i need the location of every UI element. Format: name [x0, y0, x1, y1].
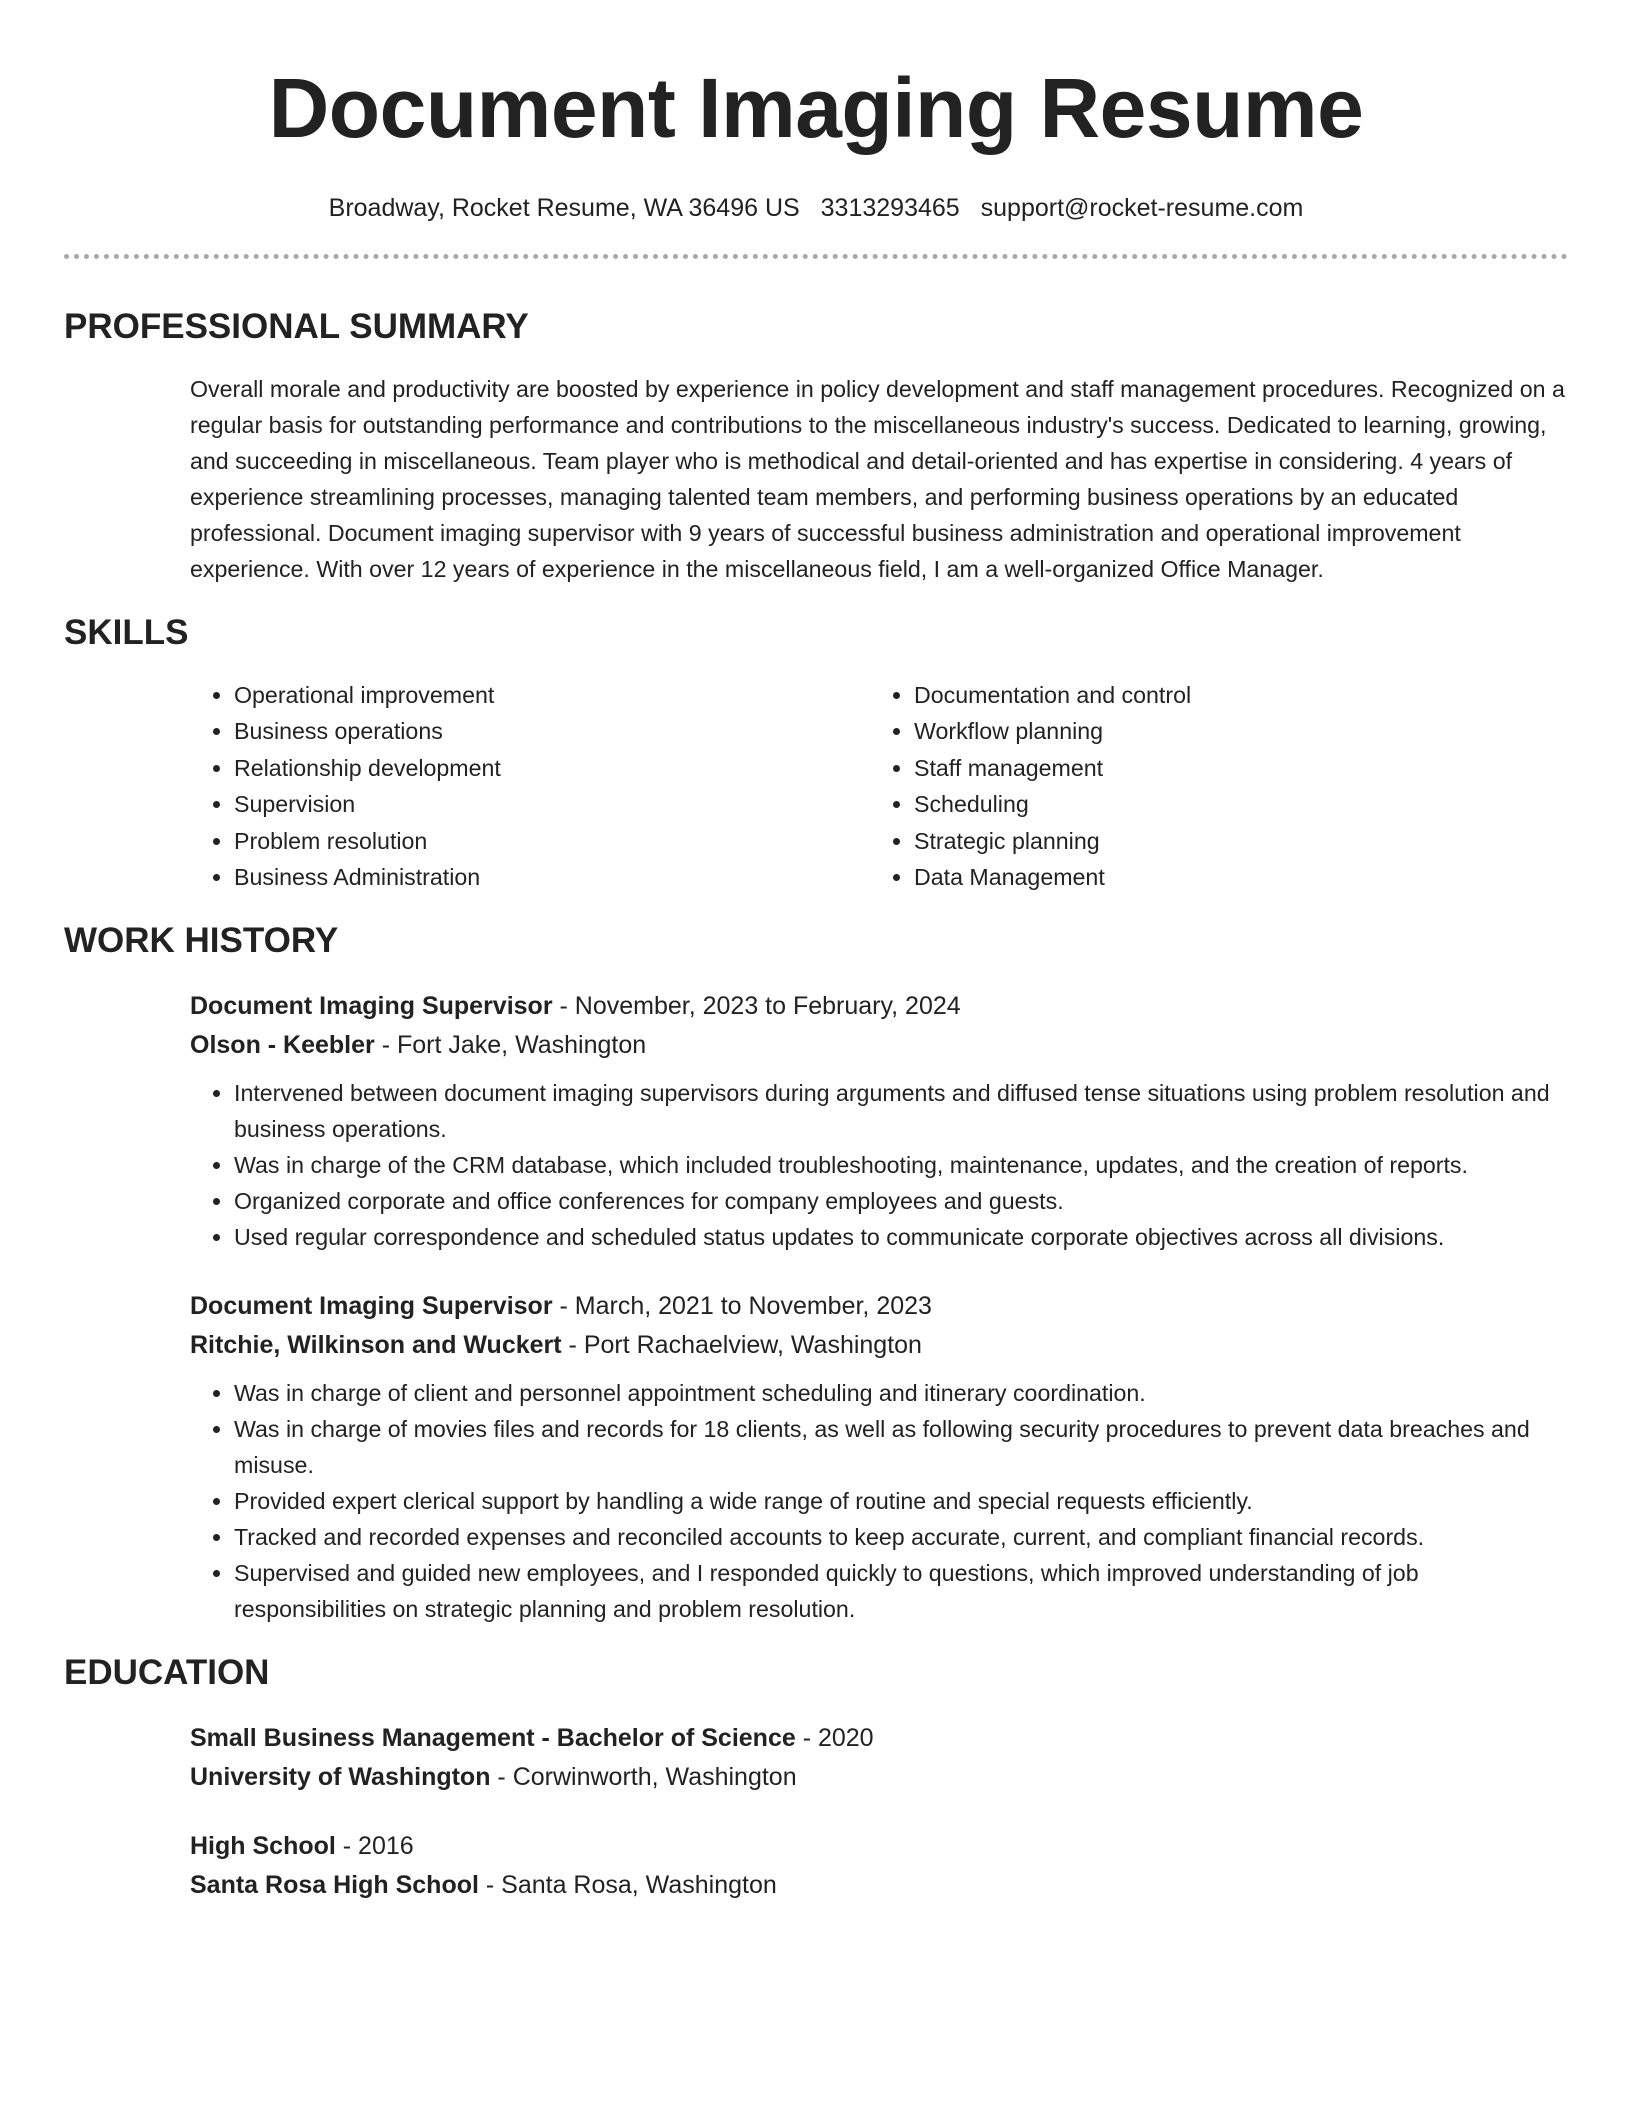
- education-degree: High School: [190, 1832, 336, 1861]
- job-title-line: [190, 987, 1568, 1026]
- job-bullet: • Was in charge of the CRM database, which included troubleshooting, maintenance, updates, and the creation of reports.: [234, 1147, 1568, 1183]
- education-entry: [190, 1827, 1568, 1905]
- job-position: Document Imaging Supervisor: [190, 992, 553, 1021]
- skill-item: • Problem resolution: [234, 823, 870, 859]
- education-year: - 2016: [335, 1832, 414, 1861]
- job-dates: - March, 2021 to November, 2023: [552, 1292, 932, 1321]
- education-degree-line: [190, 1719, 1568, 1758]
- work-heading: WORK HISTORY: [64, 921, 339, 961]
- job-bullet: • Was in charge of movies files and records for 18 clients, as well as following security procedures to prevent data breaches and misuse.: [234, 1411, 1568, 1483]
- education-location: - Corwinworth, Washington: [490, 1763, 797, 1792]
- skill-item: • Supervision: [234, 786, 870, 822]
- education-degree: Small Business Management - Bachelor of Science: [190, 1724, 796, 1753]
- job-bullets: [190, 1375, 1568, 1627]
- education-school-line: [190, 1866, 1568, 1905]
- skills-list: [190, 677, 1568, 895]
- job-location: - Fort Jake, Washington: [374, 1031, 647, 1060]
- job-title-line: [190, 1287, 1568, 1326]
- job-location: - Port Rachaelview, Washington: [561, 1331, 922, 1360]
- job-company-line: [190, 1026, 1568, 1065]
- job-position: Document Imaging Supervisor: [190, 1292, 553, 1321]
- skill-item: • Operational improvement: [234, 677, 870, 713]
- contact-phone: 3313293465: [820, 194, 960, 222]
- education-degree-line: [190, 1827, 1568, 1866]
- skill-item: • Data Management: [914, 859, 1550, 895]
- skill-item: • Business Administration: [234, 859, 870, 895]
- skill-item: • Business operations: [234, 713, 870, 749]
- contact-email: support@rocket-resume.com: [980, 194, 1304, 222]
- job-bullet: • Intervened between document imaging supervisors during arguments and diffused tense situations using problem resolution and business operations.: [234, 1075, 1568, 1147]
- skill-item: • Scheduling: [914, 786, 1550, 822]
- job-entry: [190, 1287, 1568, 1627]
- job-bullet: • Tracked and recorded expenses and reconciled accounts to keep accurate, current, and compliant financial records.: [234, 1519, 1568, 1555]
- job-company-line: [190, 1326, 1568, 1365]
- skill-item: • Relationship development: [234, 750, 870, 786]
- skill-item: • Workflow planning: [914, 713, 1550, 749]
- resume-title: Document Imaging Resume: [268, 61, 1364, 155]
- job-bullet: • Supervised and guided new employees, and I responded quickly to questions, which improved understanding of job responsibilities on strategic planning and problem resolution.: [234, 1555, 1568, 1627]
- skills-column-left: [190, 677, 870, 895]
- skill-item: • Staff management: [914, 750, 1550, 786]
- skills-heading: SKILLS: [64, 613, 189, 652]
- skill-item: • Documentation and control: [914, 677, 1550, 713]
- contact-line: [64, 192, 1568, 224]
- job-bullet: • Used regular correspondence and scheduled status updates to communicate corporate objectives across all divisions.: [234, 1219, 1568, 1255]
- summary-text: Overall morale and productivity are boosted by experience in policy development and staff management procedures. Recognized on a regular basis for outstanding performance and contributions to the miscellaneous industry's success. Dedicated to learning, growing, and succeeding in miscellaneous. Team player who is methodical and detail-oriented and has expertise in considering. 4 years of experience streamlining processes, managing talented team members, and performing business operations by an educated professional. Document imaging supervisor with 9 years of successful business administration and operational improvement experience. With over 12 years of experience in the miscellaneous field, I am a well-organized Office Manager.: [190, 376, 1565, 582]
- skills-column-right: [870, 677, 1550, 895]
- job-bullet: • Provided expert clerical support by handling a wide range of routine and special requests efficiently.: [234, 1483, 1568, 1519]
- education-location: - Santa Rosa, Washington: [478, 1871, 777, 1900]
- job-bullet: • Organized corporate and office conferences for company employees and guests.: [234, 1183, 1568, 1219]
- job-entry: [190, 987, 1568, 1255]
- job-dates: - November, 2023 to February, 2024: [552, 992, 961, 1021]
- job-bullet: • Was in charge of client and personnel appointment scheduling and itinerary coordination.: [234, 1375, 1568, 1411]
- header-divider: [64, 254, 1568, 259]
- education-school: University of Washington: [190, 1763, 491, 1792]
- education-school-line: [190, 1758, 1568, 1797]
- job-bullets: [190, 1075, 1568, 1255]
- summary-heading: PROFESSIONAL SUMMARY: [64, 307, 529, 346]
- job-company: Ritchie, Wilkinson and Wuckert: [190, 1331, 562, 1360]
- education-school: Santa Rosa High School: [190, 1871, 479, 1900]
- job-company: Olson - Keebler: [190, 1031, 375, 1060]
- education-year: - 2020: [795, 1724, 874, 1753]
- education-entry: [190, 1719, 1568, 1797]
- skill-item: • Strategic planning: [914, 823, 1550, 859]
- education-heading: EDUCATION: [64, 1653, 270, 1693]
- contact-address: Broadway, Rocket Resume, WA 36496 US: [328, 194, 800, 222]
